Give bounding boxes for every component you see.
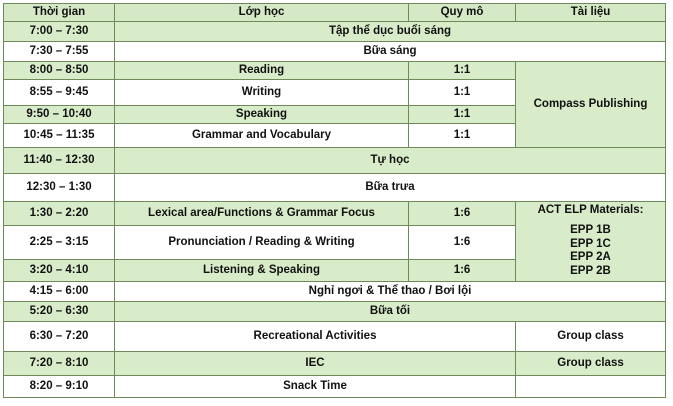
size-cell: 1:1 <box>409 106 516 124</box>
time-cell: 9:50 – 10:40 <box>4 106 115 124</box>
class-cell: Recreational Activities <box>115 322 516 352</box>
table-row <box>4 302 666 322</box>
class-cell: IEC <box>115 352 516 376</box>
class-cell: Snack Time <box>115 376 516 398</box>
time-cell: 3:20 – 4:10 <box>4 260 115 282</box>
time-cell: 12:30 – 1:30 <box>4 174 115 202</box>
table-row <box>4 148 666 174</box>
header-materials: Tài liệu <box>516 4 666 22</box>
table-row <box>4 202 666 226</box>
header-class: Lớp học <box>115 4 409 22</box>
activity-cell: Bữa tối <box>115 302 666 322</box>
activity-cell: Bữa sáng <box>115 42 666 62</box>
header-time: Thời gian <box>4 4 115 22</box>
class-cell: Pronunciation / Reading & Writing <box>115 226 409 260</box>
table-row <box>4 322 666 352</box>
header-size: Quy mô <box>409 4 516 22</box>
time-cell: 1:30 – 2:20 <box>4 202 115 226</box>
time-cell: 2:25 – 3:15 <box>4 226 115 260</box>
size-cell: 1:1 <box>409 124 516 148</box>
table-row <box>4 62 666 80</box>
time-cell: 7:30 – 7:55 <box>4 42 115 62</box>
activity-cell: Tập thể dục buổi sáng <box>115 22 666 42</box>
size-cell: 1:6 <box>409 202 516 226</box>
materials-cell: Group class <box>516 352 666 376</box>
activity-cell: Bữa trưa <box>115 174 666 202</box>
materials-cell <box>516 376 666 398</box>
time-cell: 5:20 – 6:30 <box>4 302 115 322</box>
table-row <box>4 282 666 302</box>
size-cell: 1:6 <box>409 260 516 282</box>
time-cell: 7:20 – 8:10 <box>4 352 115 376</box>
time-cell: 8:55 – 9:45 <box>4 80 115 106</box>
size-cell: 1:1 <box>409 80 516 106</box>
time-cell: 6:30 – 7:20 <box>4 322 115 352</box>
table-row <box>4 352 666 376</box>
time-cell: 8:20 – 9:10 <box>4 376 115 398</box>
size-cell: 1:1 <box>409 62 516 80</box>
materials-item: EPP 1C <box>570 237 611 250</box>
materials-item: EPP 2A <box>570 251 611 264</box>
materials-cell-morning: Compass Publishing <box>516 62 666 148</box>
time-cell: 11:40 – 12:30 <box>4 148 115 174</box>
header-row <box>4 4 666 22</box>
materials-cell: Group class <box>516 322 666 352</box>
time-cell: 7:00 – 7:30 <box>4 22 115 42</box>
table-row <box>4 22 666 42</box>
table-row <box>4 174 666 202</box>
class-cell: Writing <box>115 80 409 106</box>
materials-cell-afternoon <box>516 202 666 282</box>
schedule-table <box>3 3 666 398</box>
activity-cell: Nghỉ ngơi & Thể thao / Bơi lội <box>115 282 666 302</box>
class-cell: Grammar and Vocabulary <box>115 124 409 148</box>
activity-cell: Tự học <box>115 148 666 174</box>
class-cell: Listening & Speaking <box>115 260 409 282</box>
size-cell: 1:6 <box>409 226 516 260</box>
table-row <box>4 42 666 62</box>
class-cell: Speaking <box>115 106 409 124</box>
time-cell: 4:15 – 6:00 <box>4 282 115 302</box>
class-cell: Lexical area/Functions & Grammar Focus <box>115 202 409 226</box>
materials-item: EPP 1B <box>570 223 611 236</box>
materials-title: ACT ELP Materials: <box>537 204 644 216</box>
materials-item: EPP 2B <box>570 265 611 278</box>
class-cell: Reading <box>115 62 409 80</box>
time-cell: 10:45 – 11:35 <box>4 124 115 148</box>
table-row <box>4 376 666 398</box>
time-cell: 8:00 – 8:50 <box>4 62 115 80</box>
